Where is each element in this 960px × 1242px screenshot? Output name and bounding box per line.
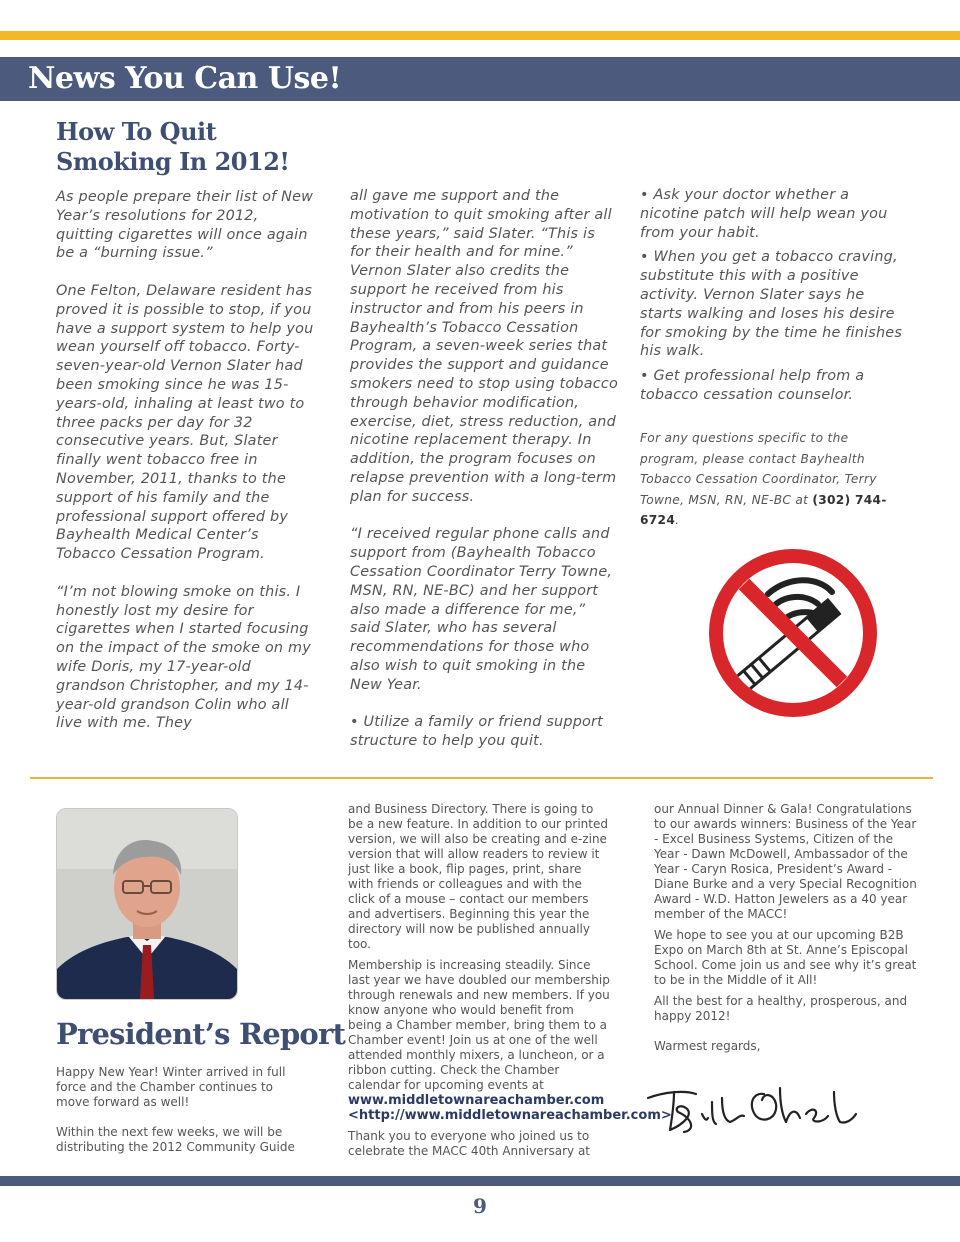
article-paragraph: all gave me support and the motivation to quit smoking after all these years,” said Slater. “This is for their health and for mine.” Vernon Slater also credits the support he received from his instructor and from his peers in Bayhealth’s Tobacco Cessation Program, a seven-week series that provides the support and guidance smokers need to stop using tobacco through behavior modification, exercise, diet, stress reduction, and nicotine replacement therapy. In addition, the program focuses on relapse prevention with a long-term plan for success. — [350, 188, 618, 505]
contact-text: For any questions specific to the program, please contact Bayhealth Tobacco Cessation Coordinator, Terry Towne, MSN, RN, NE-BC at — [640, 431, 877, 507]
article-paragraph: One Felton, Delaware resident has proved it is possible to stop, if you have a support system to help you wean yourself off tobacco. Forty-seven-year-old Vernon Slater had been smoking since he was 15-years-old, inhaling at least two to three packs per day for 32 consecutive years. But, Slater finally went tobacco free in November, 2011, thanks to the support of his family and the professional support offered by Bayhealth Medical Center’s Tobacco Cessation Program. — [56, 282, 314, 563]
contact-info — [640, 428, 910, 531]
section-title: News You Can Use! — [28, 61, 342, 96]
article-paragraph: “I’m not blowing smoke on this. I honestly lost my desire for cigarettes when I started focusing on the impact of the smoke on my wife Doris, my 17-year-old grandson Christopher, and my 14-year-old grandson Colin who all live with me. They — [56, 583, 311, 732]
report-paragraph: Within the next few weeks, we will be distributing the 2012 Community Guide — [56, 1125, 295, 1154]
contact-end: . — [675, 513, 680, 527]
report-paragraph: Thank you to everyone who joined us to celebrate the MACC 40th Anniversary at — [348, 1129, 591, 1158]
president-portrait — [56, 808, 238, 1000]
bottom-rule — [0, 1176, 960, 1186]
closing-line: Warmest regards, — [654, 1039, 761, 1053]
article-column-1 — [56, 188, 318, 752]
report-column-2 — [348, 802, 672, 1165]
article-title: How To Quit Smoking In 2012! — [56, 117, 290, 176]
article-column-2 — [350, 187, 620, 770]
article-tip: • Utilize a family or friend support structure to help you quit. — [350, 714, 604, 750]
report-paragraph: and Business Directory. There is going to be a new feature. In addition to our printed version, we will also be creating and e-zine version that will allow readers to review it just like a book, flip pages, print, share with friends or colleagues and with the click of a mouse – contact our members and advertisers. Beginning this year the directory will now be published annually too. — [348, 802, 608, 951]
report-paragraph: Happy New Year! Winter arrived in full force and the Chamber continues to move forward as well! — [56, 1065, 286, 1109]
report-title: President’s Report — [56, 1017, 346, 1051]
top-gold-rule — [0, 31, 960, 40]
article-tip: • Get professional help from a tobacco cessation counselor. — [640, 368, 865, 403]
handwritten-signature — [644, 1074, 859, 1136]
section-divider — [30, 777, 933, 779]
report-text: Membership is increasing steadily. Since last year we have doubled our membership through renewals and new members. If you know anyone who would benefit from being a Chamber member, bring them to a Chamber event! Join us at one of the well attended monthly mixers, a luncheon, or a ribbon cutting. Check the Chamber calendar for upcoming events at — [348, 958, 610, 1092]
report-paragraph — [348, 958, 672, 1123]
article-paragraph: “I received regular phone calls and support from (Bayhealth Tobacco Cessation Coordinator Terry Towne, MSN, RN, NE-BC) and her support also made a difference for me,” said Slater, who has several recommendations for those who also wish to quit smoking in the New Year. — [350, 526, 613, 693]
page-number: 9 — [473, 1194, 487, 1218]
contact-phone: (302) 744-6724 — [640, 492, 887, 527]
report-paragraph: All the best for a healthy, prosperous, and happy 2012! — [654, 994, 908, 1023]
article-tip: • When you get a tobacco craving, substitute this with a positive activity. Vernon Slater says he starts walking and loses his desire for smoking by the time he finishes his walk. — [640, 249, 903, 360]
article-column-3 — [640, 186, 904, 411]
report-column-3 — [654, 802, 922, 1060]
article-paragraph: As people prepare their list of New Year’s resolutions for 2012, quitting cigarettes will once again be a “burning issue.” — [56, 189, 314, 262]
chamber-website-link[interactable]: www.middletownareachamber.com <http://www.middletownareachamber.com> — [348, 1093, 672, 1123]
report-column-1 — [56, 1065, 301, 1161]
article-tip: • Ask your doctor whether a nicotine patch will help wean you from your habit. — [640, 187, 888, 241]
report-paragraph: We hope to see you at our upcoming B2B Expo on March 8th at St. Anne’s Episcopal School. Come join us and see why it’s great to be in the Middle of it All! — [654, 928, 917, 987]
no-smoking-icon — [706, 546, 880, 720]
report-paragraph: our Annual Dinner & Gala! Congratulations to our awards winners: Business of the Year - Excel Business Systems, Citizen of the Year - Dawn McDowell, Ambassador of the Year - Caryn Rosica, President’s Award - Diane Burke and a very Special Recognition Award - W.D. Hatton Jewelers as a 40 year member of the MACC! — [654, 802, 917, 921]
